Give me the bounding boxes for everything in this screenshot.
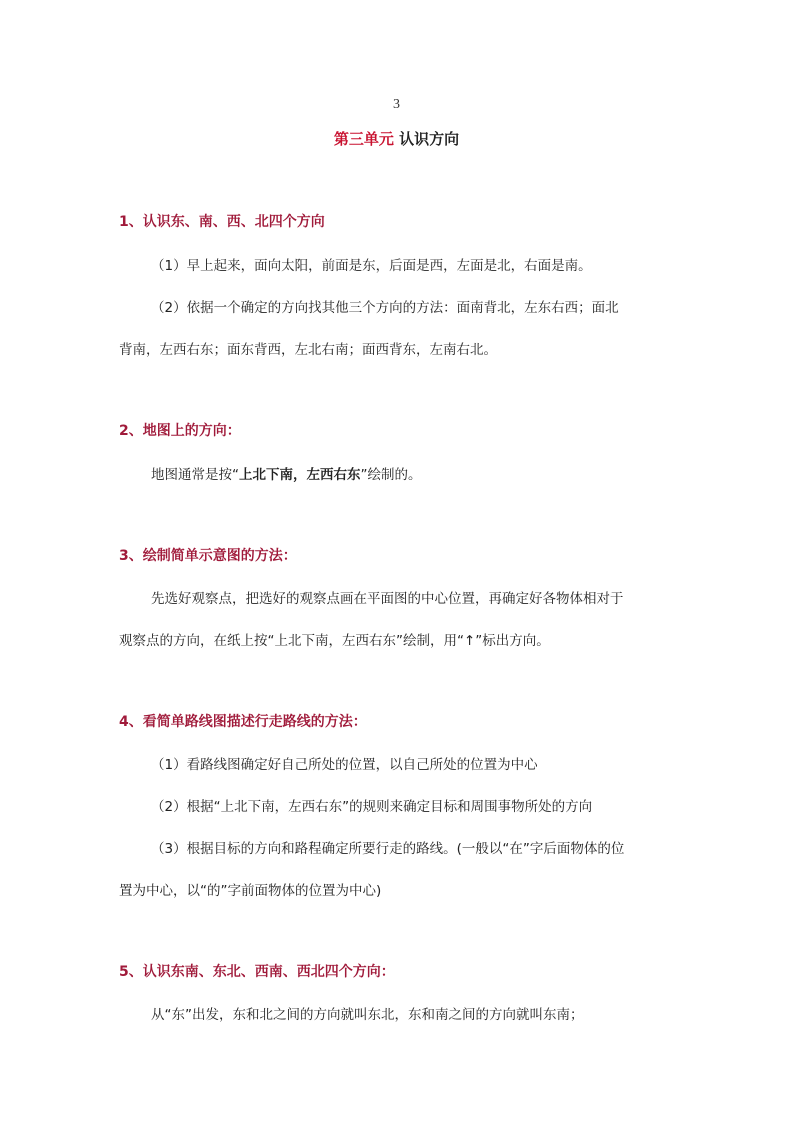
section-4-paragraph-3-line-2: 置为中心，以“的”字前面物体的位置为中心): [119, 883, 382, 899]
section-3-paragraph-line-2: 观察点的方向，在纸上按“上北下南，左西右东”绘制，用“↑”标出方向。: [119, 633, 550, 649]
section-4-paragraph-3-line-1: （3）根据目标的方向和路程确定所要行走的路线。(一般以“在”字后面物体的位: [151, 841, 625, 857]
page-title: [0, 128, 793, 149]
section-1-paragraph-2-line-1: （2）依据一个确定的方向找其他三个方向的方法：面南背北，左东右西；面北: [151, 300, 619, 316]
page-number: 3: [393, 97, 400, 112]
section-4-paragraph-1: （1）看路线图确定好自己所处的位置，以自己所处的位置为中心: [151, 757, 538, 773]
section-2-text-post: ”绘制的。: [360, 467, 422, 483]
title-unit: 第三单元: [333, 130, 394, 148]
section-3-paragraph-line-1: 先选好观察点，把选好的观察点画在平面图的中心位置，再确定好各物体相对于: [151, 591, 624, 607]
section-1-paragraph-1: （1）早上起来，面向太阳，前面是东，后面是西，左面是北，右面是南。: [151, 258, 592, 274]
section-heading-1: 1、认识东、南、西、北四个方向: [119, 214, 325, 230]
title-topic: 认识方向: [393, 130, 460, 148]
section-heading-3: 3、绘制简单示意图的方法：: [119, 548, 297, 564]
section-2-text-bold: 上北下南，左西右东: [239, 467, 361, 483]
section-2-paragraph: [151, 463, 422, 483]
section-heading-4: 4、看简单路线图描述行走路线的方法：: [119, 714, 367, 730]
section-4-paragraph-2: （2）根据“上北下南，左西右东”的规则来确定目标和周围事物所处的方向: [151, 799, 593, 815]
section-2-text-pre: 地图通常是按“: [151, 467, 239, 483]
section-1-paragraph-2-line-2: 背南，左西右东；面东背西，左北右南；面西背东，左南右北。: [119, 342, 497, 358]
section-5-paragraph-1: 从“东”出发，东和北之间的方向就叫东北，东和南之间的方向就叫东南；: [151, 1007, 584, 1023]
section-heading-5: 5、认识东南、东北、西南、西北四个方向：: [119, 964, 395, 980]
section-heading-2: 2、地图上的方向：: [119, 423, 241, 439]
